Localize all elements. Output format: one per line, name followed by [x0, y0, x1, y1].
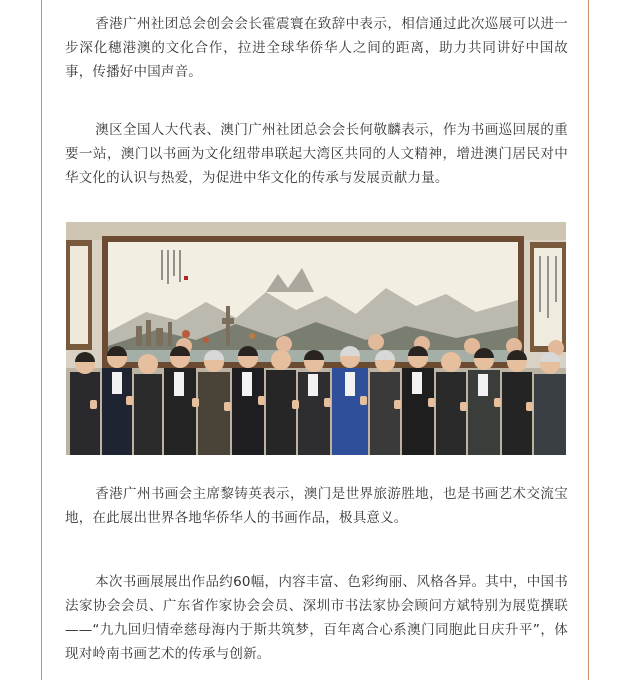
- paragraph-2: [65, 118, 568, 190]
- group-photo: [66, 222, 566, 455]
- paragraph-3: [65, 482, 568, 530]
- paragraph-4: [65, 570, 568, 666]
- paragraph-2-text: 澳区全国人大代表、澳门广州社团总会会长何敬麟表示，作为书画巡回展的重要一站，澳门以书画为文化纽带串联起大湾区共同的人文精神，增进澳门居民对中华文化的认识与热爱，为促进中华文化的传承与发展贡献力量。: [65, 122, 568, 186]
- paragraph-3-text: 香港广州书画会主席黎铸英表示，澳门是世界旅游胜地，也是书画艺术交流宝地，在此展出世界各地华侨华人的书画作品，极具意义。: [65, 486, 568, 526]
- paragraph-4-text: 本次书画展展出作品约60幅，内容丰富、色彩绚丽、风格各异。其中，中国书法家协会会员、广东省作家协会会员、深圳市书法家协会顾问方斌特别为展览撰联——“九九回归情牵慈母海内于斯共筑梦，百年离合心系澳门同胞此日庆升平”，体现对岭南书画艺术的传承与创新。: [65, 574, 568, 662]
- paragraph-1-text: 香港广州社团总会创会会长霍震寰在致辞中表示，相信通过此次巡展可以进一步深化穗港澳的文化合作，拉进全球华侨华人之间的距离，助力共同讲好中国故事，传播好中国声音。: [65, 16, 568, 80]
- paragraph-1: [65, 12, 568, 84]
- group-photo-illustration: [66, 222, 566, 455]
